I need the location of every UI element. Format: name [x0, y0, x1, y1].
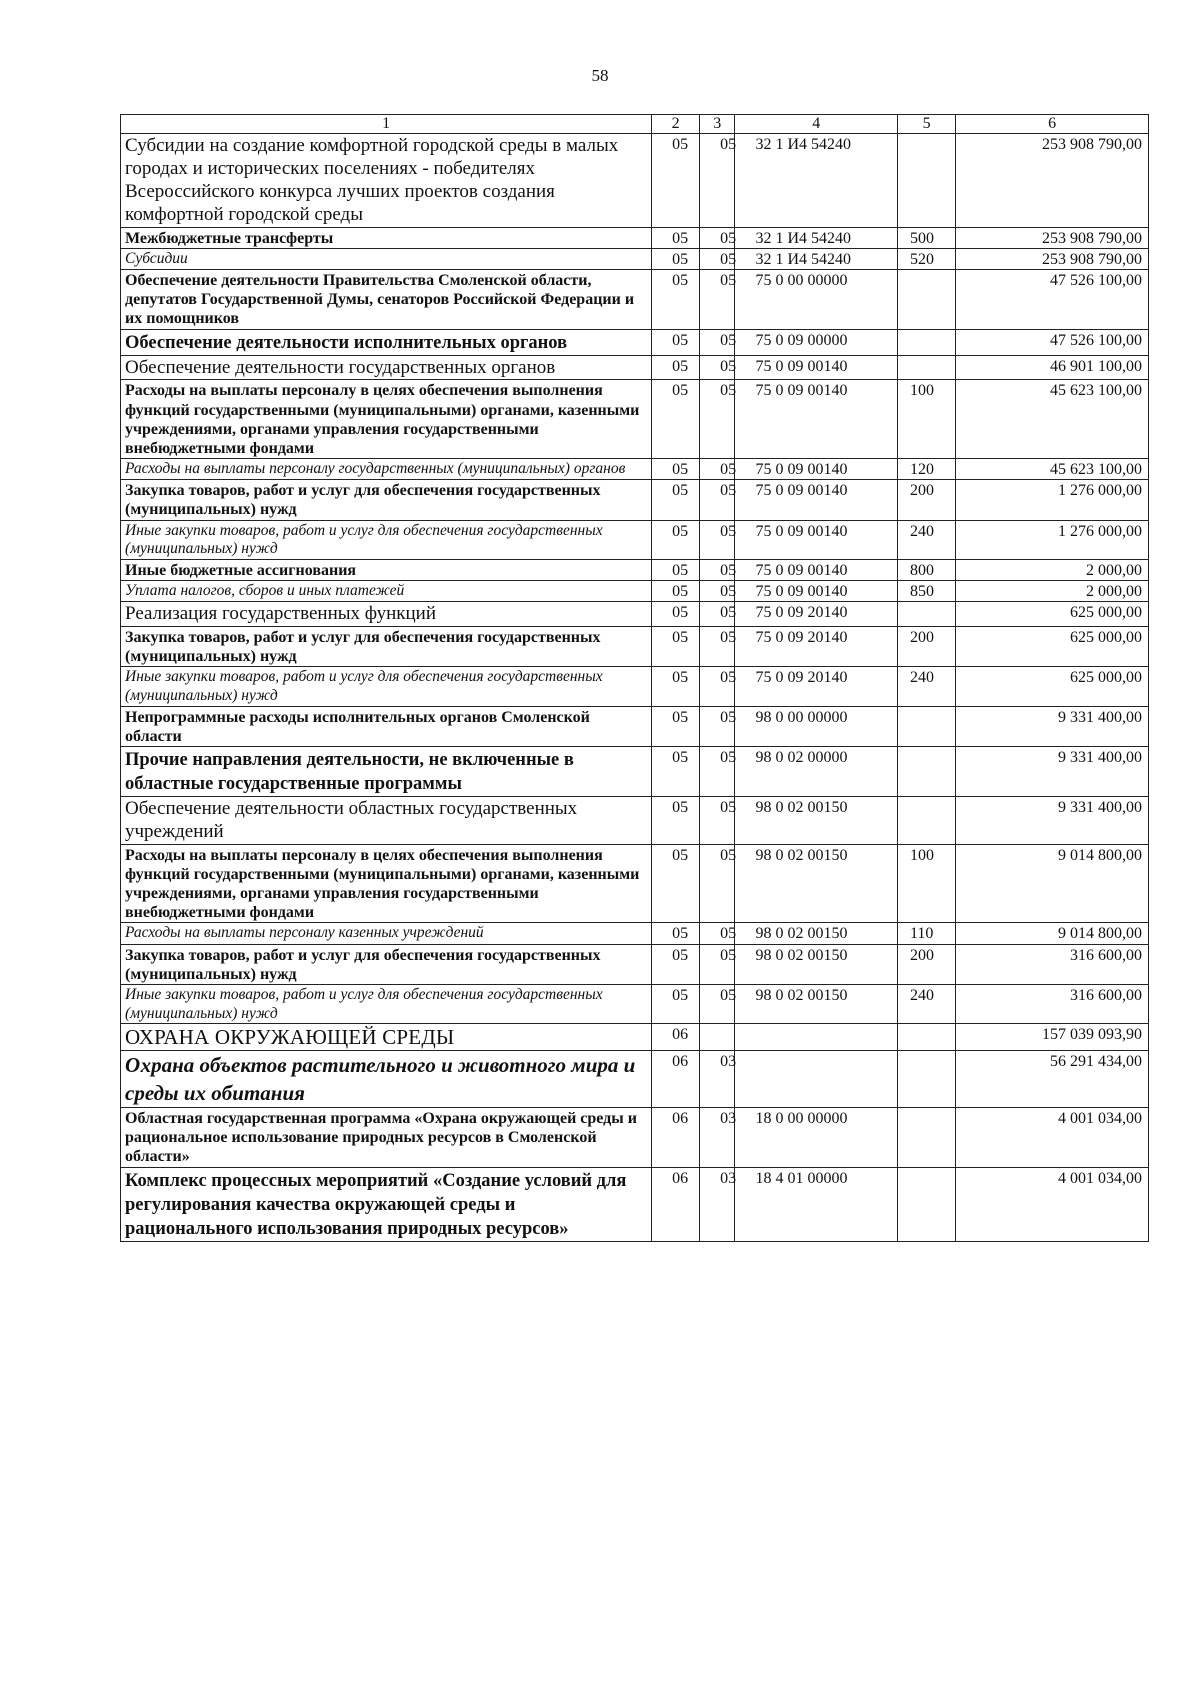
row-expense-type-cell	[897, 329, 955, 355]
row-expense-type-cell	[897, 269, 955, 329]
table-row	[121, 797, 1149, 845]
row-target-article-cell: 75 0 09 00140	[735, 355, 897, 380]
table-body	[121, 134, 1149, 1241]
row-name-cell: Иные закупки товаров, работ и услуг для обеспечения государственных (муниципальных) нужд	[121, 667, 652, 706]
row-target-article-cell: 18 0 00 00000	[735, 1107, 897, 1167]
row-name-cell: Расходы на выплаты персоналу в целях обеспечения выполнения функций государственными (муниципальными) органами, казенными учреждениями, органами управления государственными внебюджетными фондами	[121, 380, 652, 459]
row-target-article-cell: 75 0 09 00140	[735, 520, 897, 559]
row-amount-cell: 9 014 800,00	[956, 923, 1149, 944]
row-subsection-cell: 05	[700, 602, 735, 627]
row-section-cell: 05	[652, 797, 700, 845]
row-expense-type-cell: 200	[897, 480, 955, 520]
row-subsection-cell: 05	[700, 269, 735, 329]
table-row	[121, 520, 1149, 559]
row-amount-cell: 625 000,00	[956, 667, 1149, 706]
row-subsection-cell: 05	[700, 797, 735, 845]
table-row	[121, 706, 1149, 746]
row-section-cell: 05	[652, 380, 700, 459]
header-target-article: 4	[735, 115, 897, 134]
table-row	[121, 134, 1149, 227]
row-subsection-cell: 05	[700, 134, 735, 227]
row-target-article-cell: 98 0 00 00000	[735, 706, 897, 746]
row-amount-cell: 4 001 034,00	[956, 1107, 1149, 1167]
table-row	[121, 844, 1149, 923]
row-expense-type-cell: 120	[897, 459, 955, 480]
table-row	[121, 380, 1149, 459]
table-row	[121, 923, 1149, 944]
row-amount-cell: 9 331 400,00	[956, 706, 1149, 746]
row-section-cell: 06	[652, 1024, 700, 1051]
table-row	[121, 269, 1149, 329]
row-name-cell: Обеспечение деятельности исполнительных органов	[121, 329, 652, 355]
row-target-article-cell: 98 0 02 00150	[735, 944, 897, 984]
row-amount-cell: 253 908 790,00	[956, 134, 1149, 227]
row-expense-type-cell: 520	[897, 248, 955, 269]
row-name-cell: Обеспечение деятельности областных государственных учреждений	[121, 797, 652, 845]
row-name-cell: ОХРАНА ОКРУЖАЮЩЕЙ СРЕДЫ	[121, 1024, 652, 1051]
row-section-cell: 05	[652, 459, 700, 480]
row-amount-cell: 316 600,00	[956, 944, 1149, 984]
row-expense-type-cell: 240	[897, 520, 955, 559]
row-amount-cell: 316 600,00	[956, 984, 1149, 1023]
table-row	[121, 581, 1149, 602]
table-row	[121, 1051, 1149, 1108]
row-name-cell: Иные закупки товаров, работ и услуг для обеспечения государственных (муниципальных) нужд	[121, 984, 652, 1023]
row-amount-cell: 9 331 400,00	[956, 797, 1149, 845]
row-subsection-cell: 05	[700, 923, 735, 944]
row-name-cell: Обеспечение деятельности государственных органов	[121, 355, 652, 380]
row-target-article-cell: 75 0 09 00140	[735, 480, 897, 520]
row-amount-cell: 253 908 790,00	[956, 227, 1149, 248]
row-amount-cell: 45 623 100,00	[956, 380, 1149, 459]
row-expense-type-cell	[897, 355, 955, 380]
row-expense-type-cell	[897, 602, 955, 627]
row-amount-cell: 46 901 100,00	[956, 355, 1149, 380]
table-row	[121, 329, 1149, 355]
row-name-cell: Иные закупки товаров, работ и услуг для обеспечения государственных (муниципальных) нужд	[121, 520, 652, 559]
row-section-cell: 05	[652, 329, 700, 355]
row-section-cell: 05	[652, 248, 700, 269]
row-section-cell: 05	[652, 667, 700, 706]
row-section-cell: 05	[652, 706, 700, 746]
row-section-cell: 05	[652, 355, 700, 380]
row-amount-cell: 2 000,00	[956, 559, 1149, 580]
row-expense-type-cell: 200	[897, 627, 955, 667]
row-target-article-cell: 75 0 09 00140	[735, 459, 897, 480]
row-target-article-cell: 75 0 09 00000	[735, 329, 897, 355]
row-amount-cell: 253 908 790,00	[956, 248, 1149, 269]
row-section-cell: 06	[652, 1051, 700, 1108]
row-subsection-cell: 05	[700, 459, 735, 480]
row-target-article-cell: 98 0 02 00150	[735, 984, 897, 1023]
row-section-cell: 05	[652, 269, 700, 329]
table-row	[121, 667, 1149, 706]
row-amount-cell: 625 000,00	[956, 627, 1149, 667]
row-section-cell: 05	[652, 944, 700, 984]
table-row	[121, 602, 1149, 627]
row-section-cell: 05	[652, 227, 700, 248]
row-expense-type-cell	[897, 1051, 955, 1108]
table-row	[121, 559, 1149, 580]
row-amount-cell: 2 000,00	[956, 581, 1149, 602]
row-target-article-cell: 98 0 02 00150	[735, 797, 897, 845]
row-target-article-cell: 75 0 09 20140	[735, 627, 897, 667]
row-name-cell: Охрана объектов растительного и животного мира и среды их обитания	[121, 1051, 652, 1108]
row-expense-type-cell	[897, 134, 955, 227]
row-target-article-cell: 98 0 02 00000	[735, 746, 897, 796]
row-section-cell: 05	[652, 559, 700, 580]
row-name-cell: Закупка товаров, работ и услуг для обеспечения государственных (муниципальных) нужд	[121, 627, 652, 667]
row-subsection-cell: 05	[700, 329, 735, 355]
table-row	[121, 627, 1149, 667]
row-amount-cell: 625 000,00	[956, 602, 1149, 627]
row-expense-type-cell: 850	[897, 581, 955, 602]
row-section-cell: 05	[652, 984, 700, 1023]
row-target-article-cell: 75 0 09 00140	[735, 581, 897, 602]
table-row	[121, 984, 1149, 1023]
row-subsection-cell: 03	[700, 1051, 735, 1108]
row-subsection-cell: 05	[700, 706, 735, 746]
row-amount-cell: 9 331 400,00	[956, 746, 1149, 796]
table-row	[121, 746, 1149, 796]
row-expense-type-cell	[897, 1024, 955, 1051]
row-subsection-cell	[700, 1024, 735, 1051]
table-row	[121, 944, 1149, 984]
row-subsection-cell: 05	[700, 480, 735, 520]
row-subsection-cell: 05	[700, 627, 735, 667]
header-amount: 6	[956, 115, 1149, 134]
row-amount-cell: 1 276 000,00	[956, 480, 1149, 520]
row-section-cell: 06	[652, 1167, 700, 1241]
row-expense-type-cell: 100	[897, 380, 955, 459]
row-amount-cell: 1 276 000,00	[956, 520, 1149, 559]
row-name-cell: Иные бюджетные ассигнования	[121, 559, 652, 580]
row-name-cell: Прочие направления деятельности, не включенные в областные государственные программы	[121, 746, 652, 796]
row-subsection-cell: 05	[700, 746, 735, 796]
row-section-cell: 05	[652, 844, 700, 923]
row-target-article-cell	[735, 1051, 897, 1108]
row-subsection-cell: 05	[700, 559, 735, 580]
row-name-cell: Областная государственная программа «Охрана окружающей среды и рациональное использование природных ресурсов в Смоленской области»	[121, 1107, 652, 1167]
row-amount-cell: 157 039 093,90	[956, 1024, 1149, 1051]
row-expense-type-cell	[897, 1107, 955, 1167]
row-amount-cell: 47 526 100,00	[956, 329, 1149, 355]
row-name-cell: Закупка товаров, работ и услуг для обеспечения государственных (муниципальных) нужд	[121, 480, 652, 520]
row-target-article-cell: 75 0 09 20140	[735, 602, 897, 627]
row-target-article-cell: 75 0 00 00000	[735, 269, 897, 329]
row-amount-cell: 56 291 434,00	[956, 1051, 1149, 1108]
row-amount-cell: 47 526 100,00	[956, 269, 1149, 329]
table-row	[121, 1167, 1149, 1241]
table-row	[121, 227, 1149, 248]
row-name-cell: Реализация государственных функций	[121, 602, 652, 627]
row-name-cell: Расходы на выплаты персоналу в целях обеспечения выполнения функций государственными (муниципальными) органами, казенными учреждениями, органами управления государственными внебюджетными фондами	[121, 844, 652, 923]
page-number: 58	[591, 66, 609, 85]
row-name-cell: Субсидии	[121, 248, 652, 269]
row-subsection-cell: 05	[700, 984, 735, 1023]
row-name-cell: Межбюджетные трансферты	[121, 227, 652, 248]
row-expense-type-cell	[897, 797, 955, 845]
row-subsection-cell: 05	[700, 844, 735, 923]
table-row	[121, 355, 1149, 380]
header-subsection: 3	[700, 115, 735, 134]
row-target-article-cell: 98 0 02 00150	[735, 844, 897, 923]
row-subsection-cell: 05	[700, 581, 735, 602]
row-subsection-cell: 05	[700, 380, 735, 459]
row-target-article-cell: 32 1 И4 54240	[735, 227, 897, 248]
row-expense-type-cell: 500	[897, 227, 955, 248]
row-expense-type-cell: 100	[897, 844, 955, 923]
row-amount-cell: 9 014 800,00	[956, 844, 1149, 923]
row-amount-cell: 4 001 034,00	[956, 1167, 1149, 1241]
row-section-cell: 05	[652, 602, 700, 627]
row-name-cell: Обеспечение деятельности Правительства Смоленской области, депутатов Государственной Думы, сенаторов Российской Федерации и их помощников	[121, 269, 652, 329]
row-subsection-cell: 05	[700, 355, 735, 380]
row-target-article-cell	[735, 1024, 897, 1051]
row-section-cell: 05	[652, 627, 700, 667]
row-subsection-cell: 03	[700, 1107, 735, 1167]
row-name-cell: Расходы на выплаты персоналу казенных учреждений	[121, 923, 652, 944]
row-section-cell: 06	[652, 1107, 700, 1167]
row-expense-type-cell: 110	[897, 923, 955, 944]
budget-table	[120, 114, 1149, 1242]
row-expense-type-cell	[897, 1167, 955, 1241]
table-row	[121, 1107, 1149, 1167]
row-subsection-cell: 05	[700, 520, 735, 559]
row-name-cell: Непрограммные расходы исполнительных органов Смоленской области	[121, 706, 652, 746]
row-subsection-cell: 05	[700, 667, 735, 706]
row-subsection-cell: 05	[700, 248, 735, 269]
row-expense-type-cell: 200	[897, 944, 955, 984]
row-section-cell: 05	[652, 581, 700, 602]
row-section-cell: 05	[652, 520, 700, 559]
row-name-cell: Комплекс процессных мероприятий «Создание условий для регулирования качества окружающей среды и рационального использования природных ресурсов»	[121, 1167, 652, 1241]
row-target-article-cell: 75 0 09 20140	[735, 667, 897, 706]
row-expense-type-cell: 800	[897, 559, 955, 580]
row-subsection-cell: 03	[700, 1167, 735, 1241]
row-section-cell: 05	[652, 746, 700, 796]
table-row	[121, 480, 1149, 520]
row-expense-type-cell	[897, 746, 955, 796]
table-row	[121, 459, 1149, 480]
header-section: 2	[652, 115, 700, 134]
row-name-cell: Субсидии на создание комфортной городской среды в малых городах и исторических поселениях - победителях Всероссийского конкурса лучших проектов создания комфортной городской среды	[121, 134, 652, 227]
header-name: 1	[121, 115, 652, 134]
row-target-article-cell: 32 1 И4 54240	[735, 248, 897, 269]
row-section-cell: 05	[652, 923, 700, 944]
header-expense-type: 5	[897, 115, 955, 134]
row-amount-cell: 45 623 100,00	[956, 459, 1149, 480]
row-expense-type-cell: 240	[897, 984, 955, 1023]
row-target-article-cell: 75 0 09 00140	[735, 559, 897, 580]
row-target-article-cell: 32 1 И4 54240	[735, 134, 897, 227]
row-target-article-cell: 75 0 09 00140	[735, 380, 897, 459]
table-row	[121, 1024, 1149, 1051]
table-row	[121, 248, 1149, 269]
row-name-cell: Уплата налогов, сборов и иных платежей	[121, 581, 652, 602]
header-row	[121, 115, 1149, 134]
row-target-article-cell: 98 0 02 00150	[735, 923, 897, 944]
row-target-article-cell: 18 4 01 00000	[735, 1167, 897, 1241]
row-name-cell: Закупка товаров, работ и услуг для обеспечения государственных (муниципальных) нужд	[121, 944, 652, 984]
row-subsection-cell: 05	[700, 227, 735, 248]
row-name-cell: Расходы на выплаты персоналу государственных (муниципальных) органов	[121, 459, 652, 480]
row-expense-type-cell: 240	[897, 667, 955, 706]
row-section-cell: 05	[652, 480, 700, 520]
row-section-cell: 05	[652, 134, 700, 227]
row-subsection-cell: 05	[700, 944, 735, 984]
row-expense-type-cell	[897, 706, 955, 746]
